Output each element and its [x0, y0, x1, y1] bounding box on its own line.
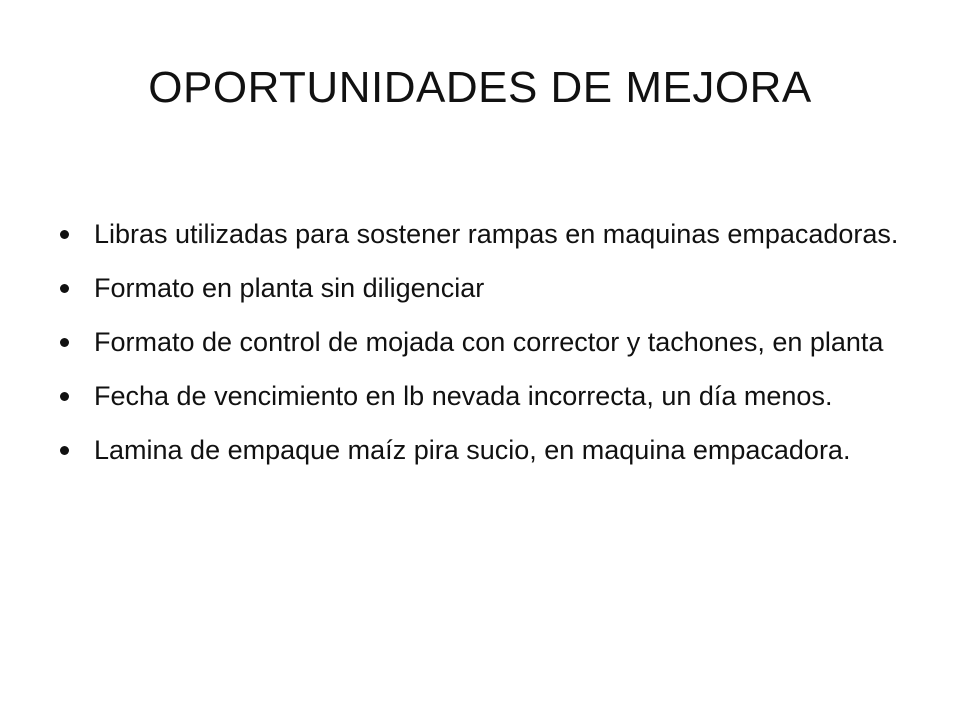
bullet-item [60, 380, 912, 412]
slide-title: OPORTUNIDADES DE MEJORA [148, 63, 812, 112]
bullet-text: Libras utilizadas para sostener rampas en maquinas empacadoras. [94, 219, 899, 249]
bullet-item [60, 272, 912, 304]
bullet-item [60, 434, 912, 466]
bullet-icon [60, 392, 69, 401]
bullet-icon [60, 338, 69, 347]
bullet-icon [60, 230, 69, 239]
bullet-text: Formato de control de mojada con corrector y tachones, en planta [94, 327, 884, 357]
bullet-list [60, 218, 912, 488]
bullet-text: Formato en planta sin diligenciar [94, 273, 485, 303]
bullet-text: Lamina de empaque maíz pira sucio, en maquina empacadora. [94, 435, 851, 465]
bullet-item [60, 326, 912, 358]
bullet-item [60, 218, 912, 250]
bullet-icon [60, 284, 69, 293]
bullet-icon [60, 446, 69, 455]
bullet-text: Fecha de vencimiento en lb nevada incorrecta, un día menos. [94, 381, 833, 411]
